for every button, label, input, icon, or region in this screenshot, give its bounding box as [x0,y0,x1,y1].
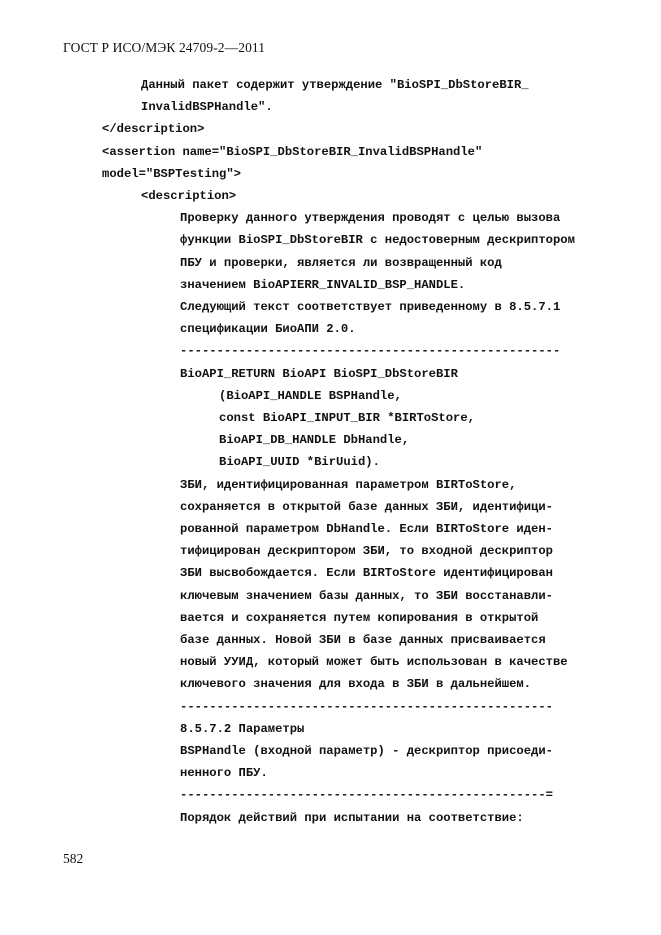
text-line: BioAPI_DB_HANDLE DbHandle, [219,433,410,448]
text-line: Следующий текст соответствует приведенному в 8.5.7.1 [180,300,561,314]
text-line: BioAPI_UUID *BirUuid). [219,455,380,470]
text-line: значением BioAPIERR_INVALID_BSP_HANDLE. [180,277,466,292]
text-line: --------------------------------------------------= [180,788,553,803]
text-line: вается и сохраняется путем копирования в открытой [180,610,539,625]
text-line: Данный пакет содержит утверждение "BioSPI_DbStoreBIR_ [141,78,529,92]
text-line: функции BioSPI_DbStoreBIR с недостоверным дескриптором [180,233,575,248]
text-line: 8.5.7.2 Параметры [180,721,305,736]
text-line: model="BSPTesting"> [102,166,241,181]
text-line: новый УУИД, который может быть использован в качестве [180,655,568,670]
text-line: ключевым значением базы данных, то ЗБИ восстанавли- [180,588,553,603]
text-line: ЗБИ, идентифицированная параметром BIRToStore, [180,477,517,492]
text-line: const BioAPI_INPUT_BIR *BIRToStore, [219,411,475,425]
text-line: рованной параметром DbHandle. Если BIRToStore иден- [180,522,553,536]
text-line: BioAPI_RETURN BioAPI BioSPI_DbStoreBIR [180,366,458,381]
text-line: ключевого значения для входа в ЗБИ в дальнейшем. [180,677,532,692]
text-line: (BioAPI_HANDLE BSPHandle, [219,388,402,403]
text-line: <assertion name="BioSPI_DbStoreBIR_InvalidBSPHandle" [102,144,483,159]
text-line: ---------------------------------------------------- [180,344,561,359]
text-line: базе данных. Новой ЗБИ в базе данных присваивается [180,633,546,647]
document-header: ГОСТ Р ИСО/МЭК 24709-2—2011 [63,40,266,55]
page-number: 582 [63,851,84,866]
text-line: тифицирован дескриптором ЗБИ, то входной дескриптор [180,544,553,559]
text-line: BSPHandle (входной параметр) - дескриптор присоеди- [180,744,553,758]
text-line: спецификации БиоАПИ 2.0. [180,322,356,337]
text-line: ненного ПБУ. [180,766,268,781]
text-line: Проверку данного утверждения проводят с целью вызова [180,211,561,226]
text-line: <description> [141,189,237,203]
text-line: </description> [102,122,205,137]
text-line: ЗБИ высвобождается. Если BIRToStore идентифицирован [180,566,553,581]
text-line: --------------------------------------------------- [180,699,553,714]
text-line: ПБУ и проверки, является ли возвращенный код [180,255,502,270]
text-line: InvalidBSPHandle". [141,100,273,115]
text-line: сохраняется в открытой базе данных ЗБИ, идентифици- [180,499,553,514]
text-line: Порядок действий при испытании на соответствие: [180,810,524,825]
